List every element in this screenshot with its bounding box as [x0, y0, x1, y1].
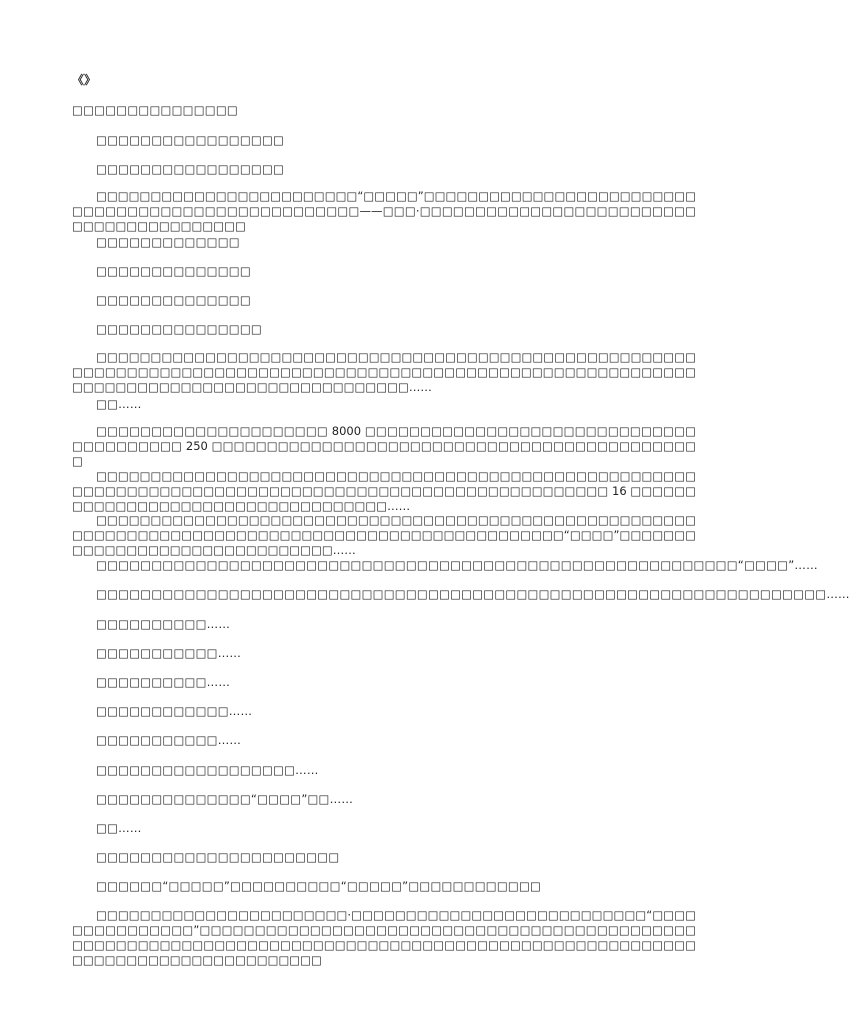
document-title: 《》: [72, 73, 97, 87]
paragraph-18: □□□□□□□□□□……: [96, 675, 231, 689]
paragraph-5: □□□□□□□□□□□□□: [96, 235, 240, 249]
paragraph-12: □□□□□□□□□□□□□□□□□□□□□□□□□□□□□□□□□□□□□□□□□□□□□□□□□□□□□□□□□□□□□□□□□□□□□□□□□□□□□□□□□□□□□□□□□□□□□□□□□□□□□□□□ 16 □□□□□□□□□□□□□□□□□□□□□□□□□□□□□□□□□□□……: [72, 469, 696, 513]
paragraph-25: □□□□□□“□□□□□”□□□□□□□□□□“□□□□□”□□□□□□□□□□□□: [96, 879, 542, 893]
paragraph-4: □□□□□□□□□□□□□□□□□□□□□□□□“□□□□□”□□□□□□□□□□□□□□□□□□□□□□□□□□□□□□□□□□□□□□□□□□□□□□□□□□□——□□□·□□□□□□□□□□□□□□□□□□□□□□□□□□□□□□□□□□□□□□□□□: [72, 189, 696, 233]
paragraph-8: □□□□□□□□□□□□□□□: [96, 322, 262, 336]
paragraph-23: □□……: [96, 821, 142, 835]
paragraph-19: □□□□□□□□□□□□……: [96, 704, 253, 718]
paragraph-16: □□□□□□□□□□……: [96, 617, 231, 631]
paragraph-2: □□□□□□□□□□□□□□□□□: [96, 133, 285, 147]
paragraph-26: □□□□□□□□□□□□□□□□□□□□□□□·□□□□□□□□□□□□□□□□□□□□□□□□□□□“□□□□□□□□□□□□□□□”□□□□□□□□□□□□□□□□□□□□□□□□□□□□□□□□□□□□□□□□□□□□□□□□□□□□□□□□□□□□□□□□□□□□□□□□□□□□□□□□□□□□□□□□□□□□□□□□□□□□□□□□□□□□□□□□□□□□□□□□□□□□□: [72, 908, 696, 967]
paragraph-7: □□□□□□□□□□□□□□: [96, 293, 251, 307]
paragraph-6: □□□□□□□□□□□□□□: [96, 264, 251, 278]
paragraph-21: □□□□□□□□□□□□□□□□□□……: [96, 763, 319, 777]
paragraph-14: □□□□□□□□□□□□□□□□□□□□□□□□□□□□□□□□□□□□□□□□□□□□□□□□□□□□□□□□□□“□□□□”……: [96, 558, 818, 572]
paragraph-11: □□□□□□□□□□□□□□□□□□□□□ 8000 □□□□□□□□□□□□□□□□□□□□□□□□□□□□□□□□□□□□□□□□ 250 □□□□□□□□□□□□□□□□□□□□□□□□□□□□□□□□□□□□□□□□□□□□□: [72, 424, 696, 468]
paragraph-9: □□□□□□□□□□□□□□□□□□□□□□□□□□□□□□□□□□□□□□□□□□□□□□□□□□□□□□□□□□□□□□□□□□□□□□□□□□□□□□□□□□□□□□□□□□□□□□□□□□□□□□□□□□□□□□□□□□□□□□□□□□□□□□□□□□□□□□□□□□□□□□□……: [72, 350, 696, 394]
paragraph-13: □□□□□□□□□□□□□□□□□□□□□□□□□□□□□□□□□□□□□□□□□□□□□□□□□□□□□□□□□□□□□□□□□□□□□□□□□□□□□□□□□□□□□□□□□□□□□□□□□□□□“□□□□”□□□□□□□□□□□□□□□□□□□□□□□□□□□□□□□……: [72, 513, 696, 557]
paragraph-10: □□……: [96, 397, 142, 411]
paragraph-17: □□□□□□□□□□□……: [96, 646, 242, 660]
paragraph-22: □□□□□□□□□□□□□□“□□□□”□□……: [96, 792, 354, 806]
paragraph-20: □□□□□□□□□□□……: [96, 733, 242, 747]
paragraph-15: □□□□□□□□□□□□□□□□□□□□□□□□□□□□□□□□□□□□□□□□□□□□□□□□□□□□□□□□□□□□□□□□□□……: [96, 587, 850, 601]
paragraph-24: □□□□□□□□□□□□□□□□□□□□□□: [96, 850, 340, 864]
paragraph-3: □□□□□□□□□□□□□□□□□: [96, 162, 285, 176]
paragraph-1: □□□□□□□□□□□□□□□: [72, 103, 238, 117]
